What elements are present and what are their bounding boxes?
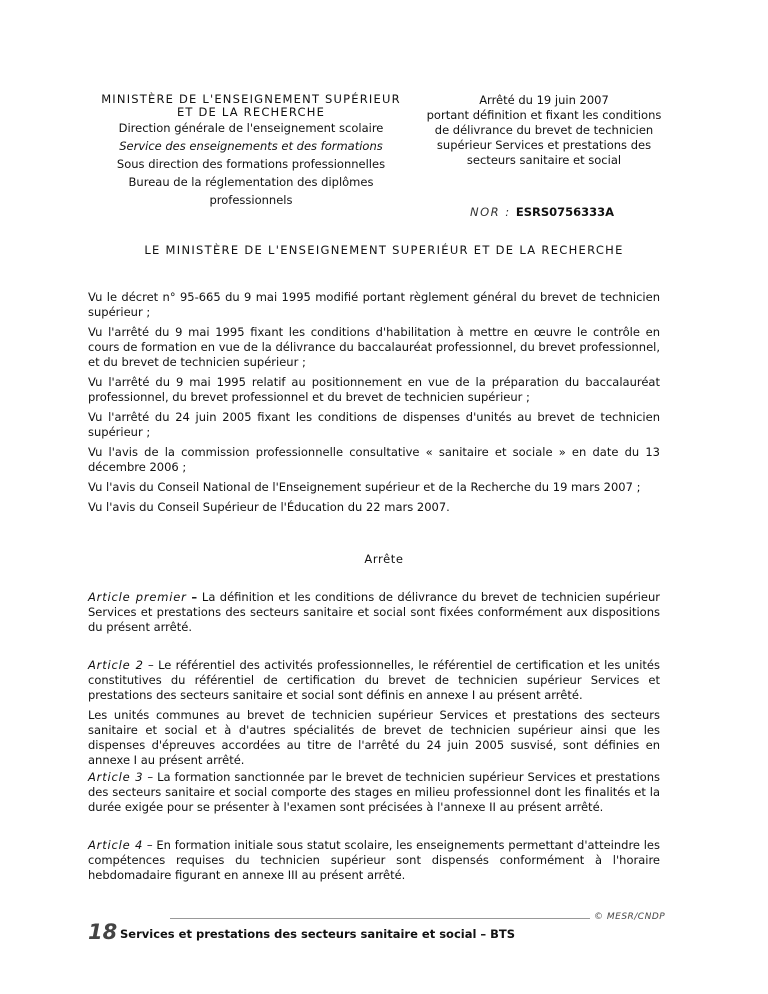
article-3-dash: – (143, 770, 158, 784)
visa-item: Vu l'arrêté du 24 juin 2005 fixant les conditions de dispenses d'unités au brevet de technicien supérieur ; (88, 410, 660, 439)
article-1 (88, 590, 660, 640)
nor-label: NOR : (470, 205, 516, 219)
article-1-title: Article premier (88, 590, 187, 604)
header-left (88, 93, 414, 209)
header-right (424, 93, 664, 168)
article-1-text: La définition et les conditions de délivrance du brevet de technicien supérieur Services et prestations des secteurs sanitaire et social sont fixées conformément aux dispositions du présent arrêté. (88, 590, 660, 634)
decree-subject-line1: portant définition et fixant les conditions (426, 108, 662, 122)
decree-date: Arrêté du 19 juin 2007 (479, 93, 609, 107)
page-number: 18 (88, 920, 118, 944)
arrete-heading: Arrête (364, 552, 404, 566)
article-2 (88, 658, 660, 773)
footer-divider (170, 918, 590, 919)
article-4-title: Article 4 (88, 838, 144, 852)
article-1-dash: – (186, 590, 202, 604)
article-3-text: La formation sanctionnée par le brevet de technicien supérieur Services et prestations des secteurs sanitaire et social comporte des stages en milieu professionnel dont les finalités et la durée exigée pour se présenter à l'examen sont précisées à l'annexe II au présent arrêté. (88, 770, 661, 814)
nor-reference (470, 205, 614, 219)
sub-direction-name: Sous direction des formations professionnelles (116, 157, 386, 171)
visa-item: Vu l'arrêté du 9 mai 1995 relatif au positionnement en vue de la préparation du baccalauréat professionnel, du brevet professionnel et du brevet de technicien supérieur ; (88, 375, 660, 404)
decree-subject-line3: supérieur Services et prestations des (436, 138, 652, 152)
article-2-dash: – (143, 658, 159, 672)
ministre-title: LE MINISTÈRE DE L'ENSEIGNEMENT SUPERIÉUR ET DE LA RECHERCHE (144, 243, 624, 257)
service-name: Service des enseignements et des formations (119, 139, 383, 153)
decree-subject-line4: secteurs sanitaire et social (466, 153, 622, 167)
article-3-title: Article 3 (88, 770, 144, 784)
visas-block (88, 290, 660, 520)
nor-value: ESRS0756333A (515, 205, 615, 219)
visa-item: Vu l'avis du Conseil National de l'Enseignement supérieur et de la Recherche du 19 mars 2007 ; (88, 480, 641, 494)
article-3 (88, 770, 660, 820)
visa-item: Vu l'avis du Conseil Supérieur de l'Éducation du 22 mars 2007. (88, 500, 450, 514)
footer-copyright: © MESR/CNDP (594, 912, 666, 922)
article-4-dash: – (143, 838, 157, 852)
article-4-text: En formation initiale sous statut scolaire, les enseignements permettant d'atteindre les compétences requises du technicien supérieur sont dispensés conformément à l'horaire hebdomadaire figurant en annexe III au présent arrêté. (88, 838, 660, 882)
visa-item: Vu l'arrêté du 9 mai 1995 fixant les conditions d'habilitation à mettre en œuvre le contrôle en cours de formation en vue de la délivrance du baccalauréat professionnel, du brevet professionnel, et du brevet de technicien supérieur ; (88, 325, 660, 369)
footer-title: Services et prestations des secteurs sanitaire et social – BTS (120, 927, 516, 941)
visa-item: Vu l'avis de la commission professionnelle consultative « sanitaire et sociale » en date du 13 décembre 2006 ; (88, 445, 660, 474)
article-2-text: Le référentiel des activités professionnelles, le référentiel de certification et les unités constitutives du référentiel de certification du brevet de technicien supérieur Services et prestations des secteurs sanitaire et social sont définis en annexe I au présent arrêté. (88, 658, 660, 702)
decree-subject-line2: de délivrance du brevet de technicien (434, 123, 654, 137)
visa-item: Vu le décret n° 95-665 du 9 mai 1995 modifié portant règlement général du brevet de technicien supérieur ; (88, 290, 660, 319)
article-4 (88, 838, 660, 888)
article-2-title: Article 2 (88, 658, 144, 672)
direction-name: Direction générale de l'enseignement scolaire (118, 121, 384, 135)
bureau-name: Bureau de la réglementation des diplômes professionnels (128, 175, 374, 207)
ministry-name-line2: ET DE LA RECHERCHE (176, 105, 326, 119)
ministry-name-line1: MINISTÈRE DE L'ENSEIGNEMENT SUPÉRIEUR (101, 92, 401, 106)
article-2-paragraph-2: Les unités communes au brevet de technicien supérieur Services et prestations des secteurs sanitaire et social et à d'autres spécialités de brevet de technicien supérieur ainsi que les dispenses d'épreuves accordées au titre de l'arrêté du 24 juin 2005 susvisé, sont définies en annexe I au présent arrêté. (88, 708, 660, 767)
